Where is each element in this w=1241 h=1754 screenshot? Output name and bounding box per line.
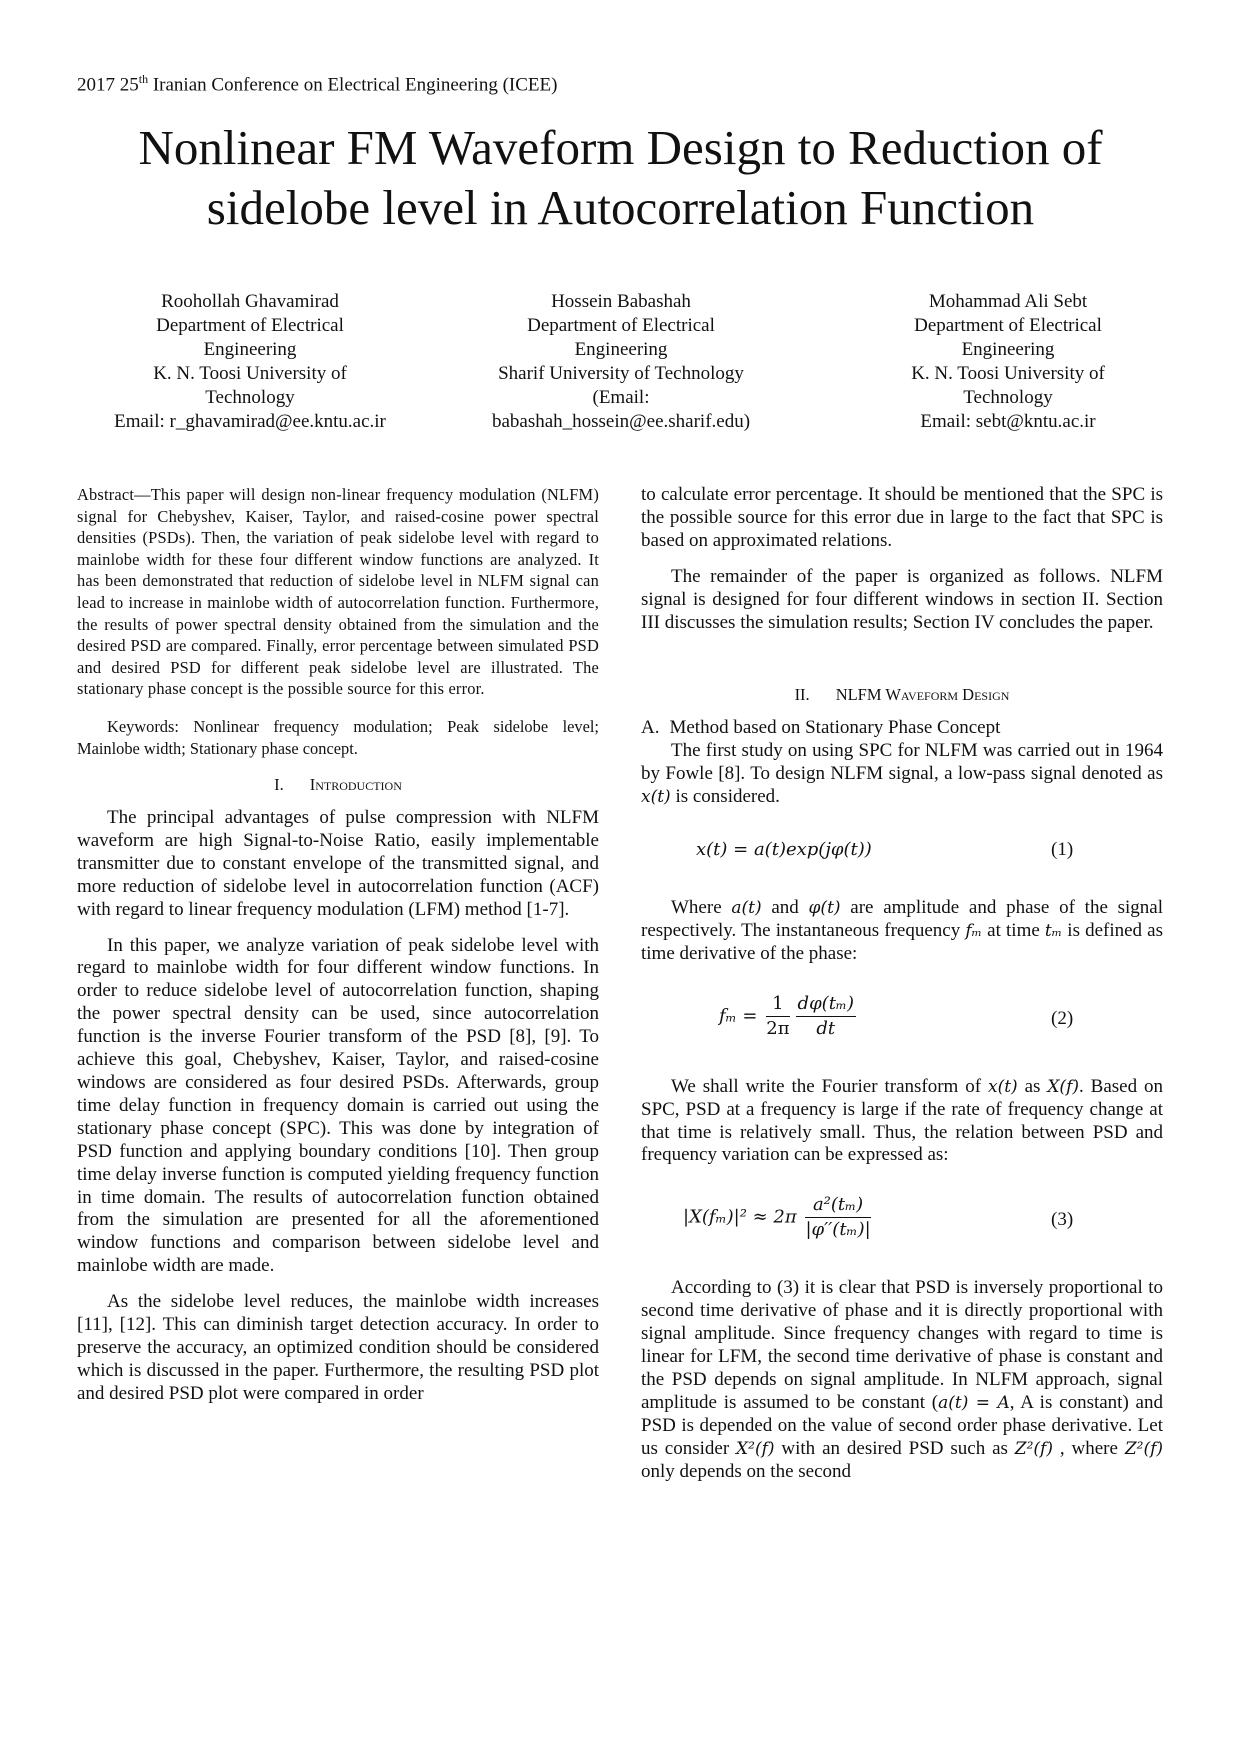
intro-paragraph-3: As the sidelobe level reduces, the mainlobe width increases [11], [12]. This can diminish target detection accuracy. In order to preserve the accuracy, an optimized condition should be considered which is discussed in the paper. Furthermore, the resulting PSD plot and desired PSD plot were compared in order: [77, 1291, 599, 1404]
math-inline: tₘ: [1044, 920, 1063, 941]
text: and: [761, 896, 809, 918]
text: The first study on using SPC for NLFM was carried out in 1964 by Fowle [8]. To design NLFM signal, a low-pass signal denoted as: [641, 740, 1163, 785]
text: at time: [982, 919, 1045, 941]
text: , where: [1052, 1437, 1125, 1459]
math-inline: a(t): [731, 897, 762, 918]
text: , A is constant) and PSD is depended on the value of second order phase derivative. Let us consider: [641, 1391, 1163, 1459]
ordinal-suffix: th: [138, 72, 149, 86]
author-dept: Department of Electrical: [527, 315, 715, 336]
denominator: dt: [816, 1017, 836, 1039]
denominator: 2π: [766, 1017, 790, 1039]
author-email: Email: sebt@kntu.ac.ir: [920, 411, 1096, 432]
intro-paragraph-2: In this paper, we analyze variation of peak sidelobe level with regard to mainlobe width for four different window functions. In order to reduce sidelobe level of autocorrelation function, shaping the power spectral density can be used, since autocorrelation function is the inverse Fourier transform of the PSD [8], [9]. To achieve this goal, Chebyshev, Kaiser, Taylor, and raised-cosine windows are considered as four desired PSDs. Afterwards, group time delay function in frequency domain is carried out using the stationary phase concept (SPC). This was done by integration of PSD function and applying boundary conditions [10]. Then group time delay inverse function is computed yielding frequency function in time domain. The results of autocorrelation function obtained from the simulation are presented for all the aforementioned window functions and comparison between sidelobe level and mainlobe width are made.: [77, 934, 599, 1277]
abstract-text: This paper will design non-linear frequency modulation (NLFM) signal for Chebyshev, Kaiser, Taylor, and raised-cosine power spectral densities (PSDs). Then, the variation of peak sidelobe level with regard to mainlobe width for these four different window functions are analyzed. It has been demonstrated that reduction of sidelobe level in NLFM signal can lead to increase in mainlobe width of autocorrelation function. Furthermore, the results of power spectral density obtained from the simulation and the desired PSD are compared. Finally, error percentage between simulated PSD and desired PSD for different peak sidelobe level are illustrated. The stationary phase concept is the possible source for this error.: [77, 485, 599, 699]
subsection-title: Method based on Stationary Phase Concept: [669, 717, 1001, 739]
author-block: [60, 290, 1181, 440]
section2-paragraph-3: [641, 1076, 1163, 1168]
author-3: [843, 290, 1173, 434]
fraction: [805, 1193, 870, 1242]
left-column: [77, 484, 599, 1406]
math-inline: fₘ: [965, 920, 983, 941]
equation-3: [641, 1193, 1163, 1255]
math-inline: X²(f): [736, 1438, 775, 1459]
numerator: a²(tₘ): [805, 1193, 870, 1218]
author-affiliation: K. N. Toosi University of: [911, 363, 1105, 384]
math-inline: x(t): [641, 787, 671, 808]
text: as: [1017, 1075, 1048, 1097]
text: According to (3) it is clear that PSD is inversely proportional to second time derivative of phase and it is directly proportional with signal amplitude. Since frequency changes with regard to time is linear for LFM, the second time derivative of phase is constant and the PSD depends on signal amplitude. In NLFM approach, signal amplitude is assumed to be constant (: [641, 1277, 1163, 1413]
author-email: Email: r_ghavamirad@ee.kntu.ac.ir: [114, 411, 386, 432]
author-affiliation: K. N. Toosi University of: [153, 363, 347, 384]
author-dept-cont: Engineering: [574, 339, 668, 360]
intro-paragraph-1: The principal advantages of pulse compression with NLFM waveform are high Signal-to-Noise Ratio, easily implementable transmitter due to constant envelope of the transmitted signal, and more reduction of sidelobe level in autocorrelation function (ACF) with regard to linear frequency modulation (LFM) method [1-7].: [77, 807, 599, 920]
eq-lhs: |X(fₘ)|² ≈ 2π: [683, 1206, 797, 1228]
fraction: [766, 992, 789, 1041]
author-1: [85, 290, 415, 434]
abstract: [77, 484, 599, 700]
math-inline: Z²(f): [1124, 1438, 1163, 1459]
eq-lhs: fₘ =: [719, 1005, 758, 1027]
title-line-2: sidelobe level in Autocorrelation Function: [206, 180, 1035, 235]
author-dept: Department of Electrical: [156, 315, 344, 336]
title-line-1: Nonlinear FM Waveform Design to Reduction of: [138, 120, 1103, 175]
section-number: II.: [794, 685, 810, 705]
equation-body: [719, 992, 859, 1041]
author-email: babashah_hossein@ee.sharif.edu): [491, 411, 751, 432]
equation-2: [641, 992, 1163, 1054]
author-dept: Department of Electrical: [914, 315, 1102, 336]
author-affiliation: Sharif University of Technology: [498, 363, 744, 384]
equation-number: (3): [1051, 1209, 1074, 1231]
equation-body: [683, 1193, 874, 1242]
subsection-label: A.: [641, 717, 660, 739]
fraction: [796, 992, 856, 1041]
math-inline: φ(t): [808, 897, 841, 918]
text: is considered.: [670, 786, 780, 808]
section2-paragraph-1: [641, 740, 1163, 809]
author-2: [456, 290, 786, 434]
equation-number: (1): [1051, 838, 1074, 860]
text: with an desired PSD such as: [774, 1437, 1015, 1459]
conference-header: [77, 72, 557, 96]
section2-paragraph-4: [641, 1277, 1163, 1483]
section-heading-introduction: [77, 774, 599, 797]
section-title: Introduction: [309, 775, 402, 795]
numerator: dφ(tₘ): [796, 992, 856, 1017]
author-dept-cont: Engineering: [961, 339, 1055, 360]
keywords: Keywords: Nonlinear frequency modulation; Peak sidelobe level; Mainlobe width; Stationary phase concept.: [77, 716, 599, 758]
section-number: I.: [274, 775, 284, 795]
paper-title: [60, 118, 1181, 238]
author-name: Roohollah Ghavamirad: [161, 291, 339, 312]
equation-body: x(t) = a(t)exp(jφ(t)): [696, 838, 872, 860]
section2-paragraph-2: [641, 897, 1163, 966]
equation-1: [641, 835, 1163, 875]
intro-paragraph-4: The remainder of the paper is organized as follows. NLFM signal is designed for four different windows in section II. Section III discusses the simulation results; Section IV concludes the paper.: [641, 565, 1163, 633]
conference-year: 2017 25: [77, 74, 139, 96]
author-name: Hossein Babashah: [551, 291, 691, 312]
abstract-label: Abstract—: [77, 485, 151, 504]
math-inline: X(f): [1047, 1076, 1079, 1097]
author-email-label: (Email:: [592, 387, 650, 408]
text: Where: [671, 896, 732, 918]
math-inline: a(t) = A: [938, 1392, 1010, 1413]
section-title: NLFM Waveform Design: [835, 685, 1010, 705]
math-inline: x(t): [987, 1076, 1018, 1097]
section-heading-nlfm: [641, 684, 1163, 707]
author-affiliation-cont: Technology: [963, 387, 1053, 408]
author-name: Mohammad Ali Sebt: [928, 291, 1088, 312]
math-inline: Z²(f): [1014, 1438, 1053, 1459]
author-affiliation-cont: Technology: [205, 387, 295, 408]
author-dept-cont: Engineering: [203, 339, 297, 360]
denominator: |φ′′(tₘ)|: [805, 1219, 871, 1241]
text: We shall write the Fourier transform of: [671, 1075, 988, 1097]
text: is defined as time derivative of the phase:: [641, 919, 1163, 964]
subsection-heading: [641, 717, 1163, 740]
equation-number: (2): [1051, 1007, 1074, 1029]
text: . Based on SPC, PSD at a frequency is large if the rate of frequency change at that time is relatively small. Thus, the relation between PSD and frequency variation can be expressed as:: [641, 1075, 1164, 1166]
right-column: [641, 484, 1163, 1483]
numerator: 1: [766, 992, 789, 1017]
text: are amplitude and phase of the signal respectively. The instantaneous frequency: [641, 896, 1163, 941]
text: only depends on the second: [641, 1460, 852, 1482]
intro-paragraph-3-cont: to calculate error percentage. It should be mentioned that the SPC is the possible source for this error due in large to the fact that SPC is based on approximated relations.: [641, 484, 1163, 551]
conference-name: Iranian Conference on Electrical Engineering (ICEE): [148, 74, 558, 96]
